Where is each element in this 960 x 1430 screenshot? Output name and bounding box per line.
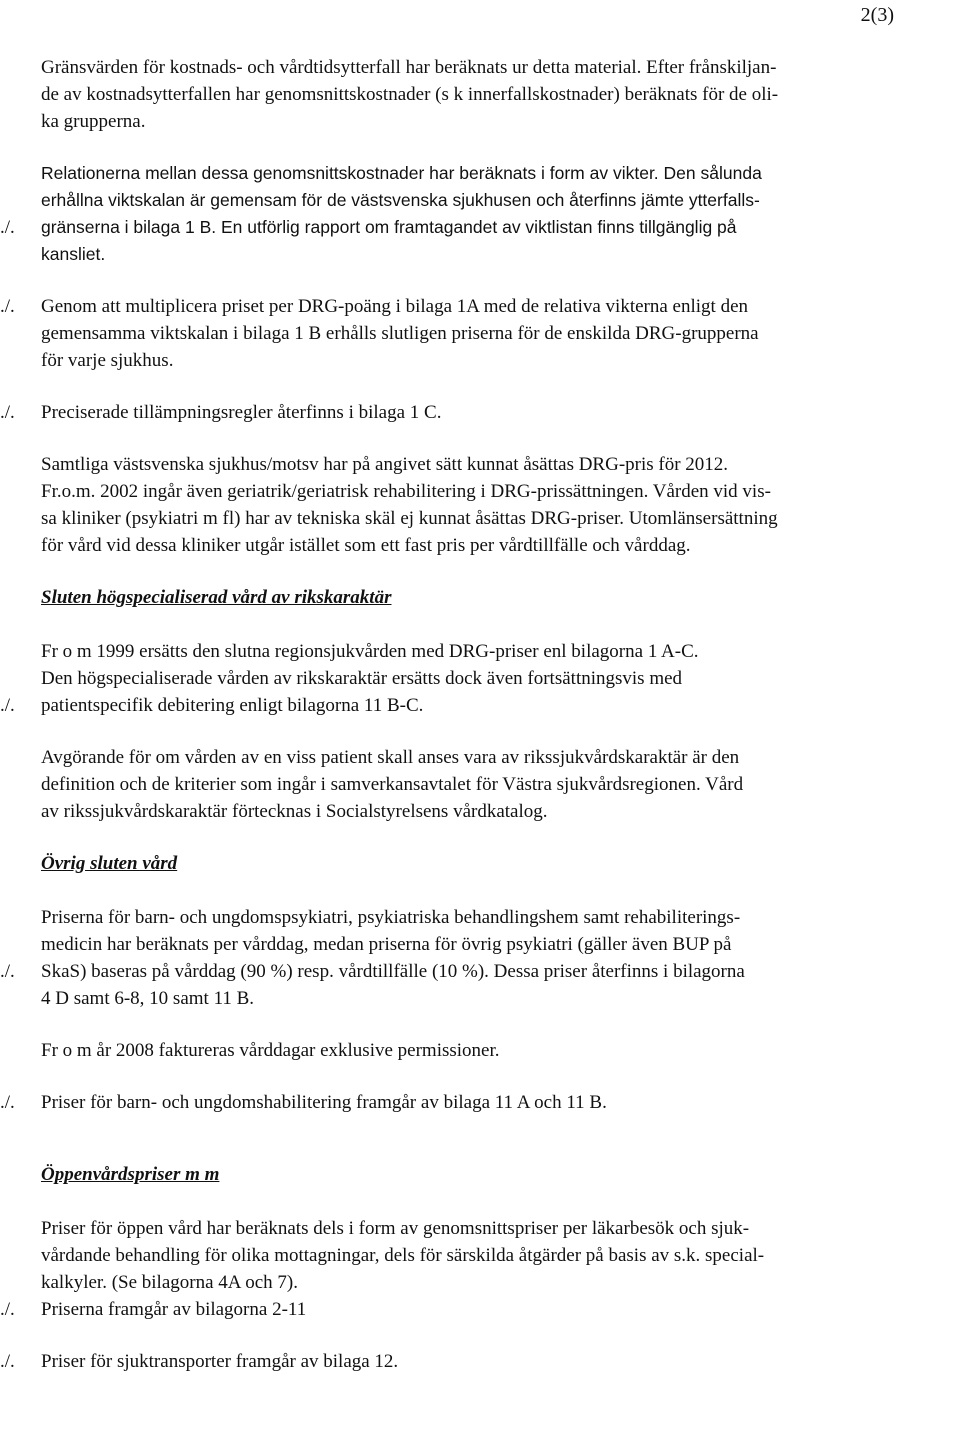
text-line: SkaS) baseras på vårddag (90 %) resp. vårdtillfälle (10 %). Dessa priser återfinns i bilagorna [41, 961, 745, 982]
section-heading: Sluten högspecialiserad vård av rikskaraktär [41, 587, 392, 608]
paragraph [41, 451, 959, 478]
text-line: Genom att multiplicera priset per DRG-poäng i bilaga 1A med de relativa vikterna enligt den [41, 296, 749, 317]
margin-mark: ./. [0, 1299, 15, 1320]
text-line: definition och de kriterier som ingår i samverkansavtalet för Västra sjukvårdsregionen. Vård [41, 774, 744, 795]
text-line: Avgörande för om vården av en viss patient skall anses vara av rikssjukvårdskaraktär är den [41, 747, 740, 768]
text-line: Samtliga västsvenska sjukhus/motsv har på angivet sätt kunnat åsättas DRG-pris för 2012. [41, 454, 729, 475]
section-heading: Övrig sluten vård [41, 853, 178, 874]
page-number: 2(3) [860, 4, 894, 26]
section-heading: Öppenvårdspriser m m [41, 1164, 220, 1185]
text-line: för varje sjukhus. [41, 350, 174, 371]
margin-mark: ./. [0, 1351, 15, 1372]
text-line: Priser för barn- och ungdomshabilitering framgår av bilaga 11 A och 11 B. [41, 1092, 607, 1113]
text-line: Priserna för barn- och ungdomspsykiatri, psykiatriska behandlingshem samt rehabiliterings- [41, 907, 741, 928]
text-line: 4 D samt 6-8, 10 samt 11 B. [41, 988, 255, 1009]
paragraph [41, 54, 959, 135]
paragraph [0, 160, 959, 268]
text-line: ka grupperna. [41, 111, 146, 132]
paragraph [41, 1037, 959, 1064]
margin-mark: ./. [0, 961, 15, 982]
text-line: gemensamma viktskalan i bilaga 1 B erhålls slutligen priserna för de enskilda DRG-grupperna [41, 323, 759, 344]
text-line: för vård vid dessa kliniker utgår istället som ett fast pris per vårdtillfälle och vårddag. [41, 535, 691, 556]
text-line: Gränsvärden för kostnads- och vårdtidsytterfall har beräknats ur detta material. Efter frånskiljan- [41, 57, 777, 78]
paragraph [41, 1215, 959, 1296]
paragraph [0, 1348, 959, 1375]
margin-mark: ./. [0, 296, 15, 317]
margin-mark: ./. [0, 402, 15, 423]
text-line: Relationerna mellan dessa genomsnittskostnader har beräknats i form av vikter. Den sålunda [41, 163, 762, 183]
text-line: kansliet. [41, 244, 106, 264]
text-line: sa kliniker (psykiatri m fl) har av tekniska skäl ej kunnat åsättas DRG-priser. Utomlänsersättning [41, 508, 778, 529]
text-line: Fr.o.m. 2002 ingår även geriatrik/geriatrisk rehabilitering i DRG-prissättningen. Vården vid vis- [41, 481, 771, 502]
paragraph [0, 638, 959, 719]
text-line: Den högspecialiserade vården av rikskaraktär ersätts dock även fortsättningsvis med [41, 668, 683, 689]
text-line: de av kostnadsytterfallen har genomsnittskostnader (s k innerfallskostnader) beräknats för de oli- [41, 84, 779, 105]
margin-mark: ./. [0, 695, 15, 716]
document-body [0, 54, 959, 1400]
text-line: patientspecifik debitering enligt bilagorna 11 B-C. [41, 695, 424, 716]
paragraph [0, 1296, 959, 1323]
paragraph [0, 1089, 959, 1116]
paragraph [41, 478, 959, 559]
text-line: Priser för sjuktransporter framgår av bilaga 12. [41, 1351, 399, 1372]
text-line: Fr o m år 2008 faktureras vårddagar exklusive permissioner. [41, 1040, 500, 1061]
margin-mark: ./. [0, 217, 15, 238]
text-line: erhållna viktskalan är gemensam för de västsvenska sjukhusen och återfinns jämte ytterfalls- [41, 190, 760, 210]
paragraph [41, 744, 959, 825]
text-line: av rikssjukvårdskaraktär förtecknas i Socialstyrelsens vårdkatalog. [41, 801, 548, 822]
text-line: vårdande behandling för olika mottagningar, dels för särskilda åtgärder på basis av s.k. special- [41, 1245, 765, 1266]
text-line: gränserna i bilaga 1 B. En utförlig rapport om framtagandet av viktlistan finns tillgänglig på [41, 217, 737, 237]
margin-mark: ./. [0, 1092, 15, 1113]
paragraph [0, 293, 959, 374]
text-line: medicin har beräknats per vårddag, medan priserna för övrig psykiatri (gäller även BUP på [41, 934, 732, 955]
text-line: kalkyler. (Se bilagorna 4A och 7). [41, 1272, 298, 1293]
paragraph [0, 904, 959, 1012]
text-line: Priser för öppen vård har beräknats dels i form av genomsnittspriser per läkarbesök och sjuk- [41, 1218, 750, 1239]
paragraph [0, 399, 959, 426]
text-line: Fr o m 1999 ersätts den slutna regionsjukvården med DRG-priser enl bilagorna 1 A-C. [41, 641, 699, 662]
text-line: Priserna framgår av bilagorna 2-11 [41, 1299, 307, 1320]
text-line: Preciserade tillämpningsregler återfinns i bilaga 1 C. [41, 402, 442, 423]
